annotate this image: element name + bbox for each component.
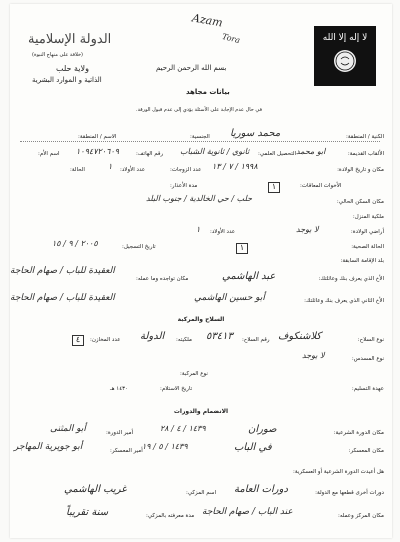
residence-label: مكان السكن الحالي: xyxy=(336,199,384,205)
nationality-label: الجنسية: xyxy=(190,134,210,140)
disabled-siblings-label: الأخوات المعاقات: xyxy=(300,183,342,189)
vehicle-label: نوع المركبة: xyxy=(180,371,208,377)
weapon-type-value: كلاشنكوف xyxy=(278,331,322,342)
ref1-label: الأخ الذي يعرف بنك وعائلتك: xyxy=(318,276,384,282)
handwritten-scribble: Tora xyxy=(221,31,241,46)
ref2-value: أبو حسين الهاشمي xyxy=(194,293,265,303)
other-courses-value: دورات العامة xyxy=(234,484,288,495)
flag-text: لا إله إلا الله xyxy=(322,33,368,43)
document-page xyxy=(10,4,392,538)
delivery-label: تاريخ الاستلام: xyxy=(160,386,193,392)
owner-value: الدولة xyxy=(140,331,165,342)
pistol-label: نوع المسدس: xyxy=(351,356,384,362)
department: الذاتية و الموارد البشرية xyxy=(32,76,102,84)
camp-value: في الباب xyxy=(234,442,272,453)
ref2-place-value: العقيدة للباب / صهام الحاجة xyxy=(10,293,115,303)
owner-label: ملكيته: xyxy=(176,337,192,343)
health-label: الحالة الصحية: xyxy=(351,244,384,250)
sharia-course-label: مكان الدورة الشرعية: xyxy=(333,430,384,436)
form-title: بيانات مجاهد xyxy=(186,88,230,96)
siblings-box xyxy=(268,182,280,193)
children-value: ١ xyxy=(108,162,113,171)
seal-icon xyxy=(334,50,356,72)
wives-label: عدد الزوجات: xyxy=(170,167,202,173)
previous-residence-label: بلد الإقامة السابقة: xyxy=(340,258,384,264)
education-value: ثانوي / ثانوية الشباب xyxy=(180,147,250,156)
regdate-label: تاريخ التسجيل: xyxy=(122,244,156,250)
name-label: الاسم / المنطقة: xyxy=(78,134,117,140)
basmala: بسم الله الرحمن الرحيم xyxy=(156,64,227,72)
regdate-value: ٢٠٠٥ / ٩ / ١٥ xyxy=(52,239,98,248)
camp-label: مكان المعسكر: xyxy=(348,448,384,454)
handwritten-scribble: Azam xyxy=(191,11,224,30)
course-retake-label: هل أعيدت الدورة الشرعية أو العسكرية: xyxy=(292,469,384,475)
kunya-value: محمد سوريا xyxy=(230,128,281,139)
notice-text: في حال عدم الإجابة على الأسئلة يؤدي إلى عدم قبول الورقة. xyxy=(136,107,262,113)
ref1-place-value: العقيدة للباب / صهام الحاجة xyxy=(10,266,115,276)
joining-section-title: الانضمام والدورات xyxy=(173,408,229,415)
state-motto: (خلافة على منهاج النبوة) xyxy=(32,52,83,58)
siblings-box-value: ١ xyxy=(271,182,277,191)
sharia-amir-label: أمير الدورة: xyxy=(106,430,134,436)
dependents-value: ١ xyxy=(196,225,201,234)
birth-land-value: لا يوجد xyxy=(296,225,319,234)
weapon-no-value: ٥٣٤١٣ xyxy=(206,331,233,342)
residence-value: حلب / حي الخالدية / جنوب البلد xyxy=(146,194,253,203)
black-flag-logo xyxy=(314,26,376,86)
kunya-label: الكنية / المنطقة: xyxy=(346,134,384,140)
camp-amir-value: أبو جويرية المهاجر xyxy=(14,442,83,452)
dependents-label: عدد الأولاد: xyxy=(210,229,236,235)
wilaya: ولاية حلب xyxy=(56,64,89,73)
camp-amir-label: أمير المعسكر: xyxy=(110,448,143,454)
sharia-amir-value: أبو المثنى xyxy=(50,424,86,434)
status-label: الحالة: xyxy=(70,167,85,173)
aliases-label: الألقاب القديمة: xyxy=(347,151,384,157)
ref1-place-label: مكان تواجده وما عمله: xyxy=(136,276,189,282)
mags-box xyxy=(72,335,84,346)
camp-date-value: ١٤٣٩ / ٥ / ١٩ xyxy=(142,442,188,451)
aliases-value: ابو محمد xyxy=(296,147,326,156)
birth-land-label: أراضي الولادة: xyxy=(350,229,384,235)
acquaintance-label: مدة معرفته بالمزكي: xyxy=(146,513,195,519)
recommender-value: غريب الهاشمي xyxy=(64,484,127,495)
acquaintance-value: سنة تقريباً xyxy=(66,507,109,518)
status-box xyxy=(236,243,248,254)
children-label: عدد الأولاد: xyxy=(120,167,146,173)
delivery-value: ١٤٣٠ هـ xyxy=(110,386,129,392)
mags-label: عدد المخازن: xyxy=(90,337,121,343)
status-box-value: ١ xyxy=(239,243,245,252)
birth-label: مكان و تاريخ الولادة: xyxy=(337,167,384,173)
phone-label: رقم الهاتف: xyxy=(136,151,164,157)
other-courses-label: دورات أخرى قطعها مع الدولة: xyxy=(315,490,384,496)
dotted-line xyxy=(20,141,380,142)
mother-label: اسم الأم: xyxy=(38,151,60,157)
center-label: مكان المركز وعمله: xyxy=(337,513,384,519)
weapon-no-label: رقم السلاح: xyxy=(242,337,270,343)
equipment-label: عهدة التسليم: xyxy=(351,386,384,392)
state-name: الدولة الإسلامية xyxy=(28,32,112,47)
center-value: عند الباب / صهام الحاجة xyxy=(202,507,293,517)
excuse-label: مدة الأعذار: xyxy=(170,183,198,189)
ref1-value: عبد الهاشمي xyxy=(222,271,276,282)
weapon-type-label: نوع السلاح: xyxy=(357,337,384,343)
education-label: التحصيل العلمي: xyxy=(258,151,297,157)
weapons-section-title: السلاح والمركبة xyxy=(177,316,225,323)
pistol-value: لا يوجد xyxy=(302,351,325,360)
home-ownership-label: ملكية المنزل: xyxy=(352,214,384,220)
ref2-label: الأخ الثاني الذي يعرف بنك وعائلتك: xyxy=(304,298,384,304)
birth-value: ١٩٩٨ / ٧ / ١٣ xyxy=(212,162,258,171)
recommender-label: اسم المزكي: xyxy=(186,490,217,496)
sharia-date-value: ١٤٣٩ / ٤ / ٢٨ xyxy=(160,424,206,433)
sharia-course-value: صوران xyxy=(248,424,277,435)
mags-box-value: ٤ xyxy=(75,335,81,344)
phone-value: ١٠٩٤٧٢٠٦٠٩ xyxy=(76,147,119,156)
